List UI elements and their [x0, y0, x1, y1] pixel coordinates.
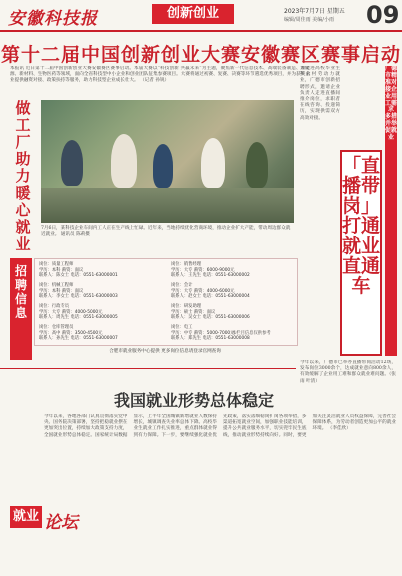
job-detail: 学历：大专 薪资：4000-5000元	[39, 309, 103, 315]
job-listing	[39, 262, 161, 279]
job-detail: 联系人：陈女士 电话：0551-63000001	[39, 273, 118, 279]
article2-title: 我国就业形势总体稳定	[113, 391, 274, 410]
job-detail: 学历：中专 薪资：5000-7000元	[171, 330, 235, 336]
job-detail: 学历：本科 薪资：面议	[39, 288, 84, 294]
job-title: 岗位：机械工程师	[39, 283, 74, 288]
job-listing	[171, 262, 293, 279]
sidebar-vertical-headline: 「直播带岗」打通就业直通车	[340, 150, 382, 356]
main-headline: 第十二届中国创新创业大赛安徽赛区赛事启动	[0, 44, 401, 66]
lead-article-text	[10, 66, 310, 100]
job-detail: 联系人：王先生 电话：0551-63000002	[171, 273, 250, 279]
worker-figure	[246, 142, 268, 188]
section-tag: 创新创业	[152, 4, 234, 24]
job-detail: 联系人：李女士 电话：0551-63000003	[39, 294, 118, 300]
issue-date: 2023年7月7日 星期五	[284, 8, 345, 15]
section-divider	[0, 368, 296, 369]
job-listing	[171, 283, 293, 300]
job-detail: 学历：大专 薪资：6000-9000元	[171, 267, 235, 273]
job-detail: 学历：硕士 薪资：面议	[171, 309, 216, 315]
job-detail: 学历：大专 薪资：4000-6000元	[171, 288, 235, 294]
page-header	[0, 0, 402, 32]
job-detail: 联系人：孙先生 电话：0551-63000007	[39, 336, 118, 342]
editor-credit: 编辑/周佳雨 美编/小雨	[284, 17, 334, 23]
job-detail: 学历：高中 薪资：3500-4500元	[39, 330, 103, 336]
job-title: 岗位：质量工程师	[39, 262, 74, 267]
forum-label-box: 就业	[10, 506, 42, 528]
worker-figure	[153, 144, 173, 188]
job-listing	[171, 304, 293, 321]
job-title: 岗位：仓库管理员	[39, 325, 74, 330]
worker-figure	[61, 140, 83, 186]
job-title: 岗位：行政专员	[39, 304, 70, 309]
newspaper-brand: 安徽科技报	[8, 9, 98, 29]
article2-author: （李佳欣）	[327, 426, 351, 432]
job-title: 岗位：会计	[171, 283, 193, 288]
job-title: 岗位：电工	[171, 325, 193, 330]
job-listing	[39, 325, 161, 342]
recruit-side-note: 本栏目信息仅供参考	[232, 331, 271, 336]
factory-photo	[41, 100, 294, 223]
job-detail: 学历：本科 薪资：面议	[39, 267, 84, 273]
sidebar-kicker: 广德市精准对接企业用工需求 多措并举促就业	[385, 66, 397, 356]
recruit-label: 招聘信息	[10, 258, 32, 360]
job-listing	[39, 283, 161, 300]
lead-author: （记者 孙锐）	[140, 78, 170, 84]
job-detail: 联系人：吴女士 电话：0551-63000006	[171, 315, 250, 321]
job-listing	[39, 304, 161, 321]
lead-paragraph: 本报讯 近日第十二届中国创新创业大赛安徽赛区赛事启动。本届大赛以“科技创新 共赢未来”为主题，聚焦新一代信息技术、高端装备制造、新能源、新材料、生物医药等领域，面向全省科技型中小企业和创业团队征集参赛项目。大赛将通过初赛、复赛、决赛等环节遴选优秀项目，并为获奖企业提供融资对接、政策扶持等服务，助力科技型企业成长壮大。	[10, 66, 310, 84]
vertical-slogan: 做工厂助力暖心就业	[15, 99, 31, 253]
job-detail: 联系人：郑先生 电话：0551-63000008	[171, 336, 250, 342]
recruit-note: 合肥市就业服务中心提供 更多岗位信息请登录官网查询	[109, 349, 221, 354]
sidebar-text-bottom: 今年以来，广德市已举办直播带岗活动12场，发布岗位3000余个，达成就业意向800余人，有效缓解了企业用工难和群众就业难问题。（张雨 叶清）	[300, 360, 396, 384]
job-detail: 联系人：周先生 电话：0551-63000005	[39, 315, 118, 321]
worker-figure	[201, 138, 225, 188]
forum-label-word: 论坛	[44, 513, 78, 533]
worker-figure	[111, 134, 137, 188]
page-number: 09	[366, 1, 400, 29]
photo-caption: 7月6日，某科技企业车间内工人正在生产线上忙碌。近年来，当地持续优化营商环境，推动企业扩大产能，带动周边群众就近就业。 通讯员 陈莉摄	[41, 226, 291, 237]
article2-paragraph: 今年以来，各地各部门认真贯彻落实党中央、国务院决策部署，坚持把稳就业摆在更加突出位置，持续加大政策支持力度，全国就业形势总体稳定。国家统计局数据显示，上半年全国城镇新增就业人数保持增长，城镇调查失业率总体下降。高校毕业生就业工作扎实推进，重点群体就业得到有力保障。下一步，要继续强化就业优先政策，落实落细稳岗扩岗各项举措，多渠道拓宽就业空间，加强职业技能培训，提升公共就业服务水平，切实兜牢民生底线，推动就业形势持续向好。同时，要更加关注灵活就业人员权益保障，完善社会保障体系，为劳动者创造更加公平的就业环境。	[44, 414, 396, 438]
job-detail: 联系人：赵女士 电话：0551-63000004	[171, 294, 250, 300]
job-title: 岗位：销售经理	[171, 262, 202, 267]
sidebar-text-top: 为促进高校毕业生和农村劳动力就业，广德市创新招聘形式，邀请企业负责人走进直播间推介岗位，求职者在线咨询、投递简历，实现供需双方高效对接。	[300, 66, 340, 121]
job-title: 岗位：研发助理	[171, 304, 202, 309]
article2-body	[44, 414, 396, 570]
workbench	[41, 188, 294, 223]
